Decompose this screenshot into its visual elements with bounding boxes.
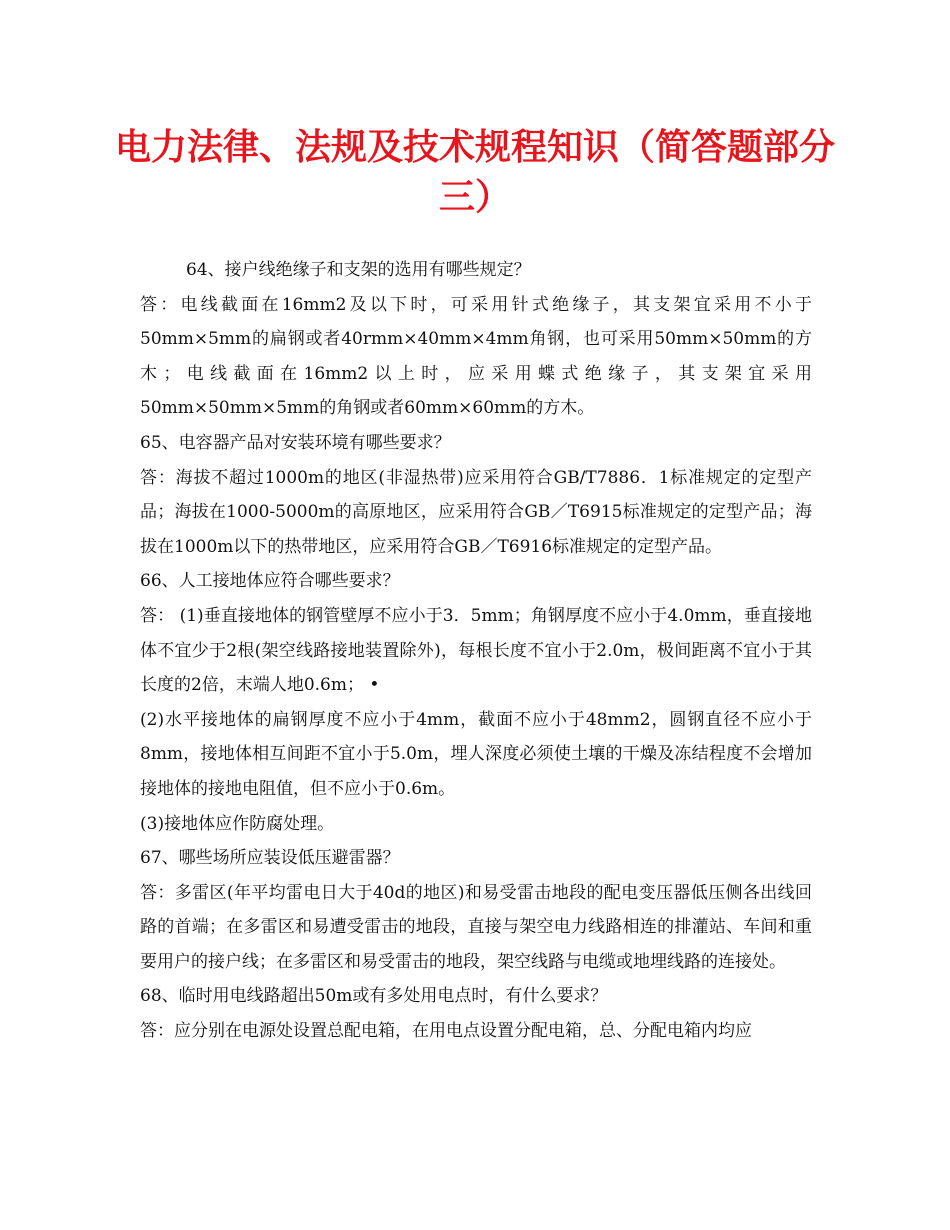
question-65: 65、电容器产品对安装环境有哪些要求？ — [140, 432, 451, 453]
question-66: 66、人工接地体应符合哪些要求？ — [140, 571, 400, 592]
answer-65: 答：海拔不超过1000m的地区(非湿热带)应采用符合GB/T7886．1标准规定的定型产品；海拔在1000-5000m的高原地区，应采用符合GB／T6915标准规定的定型产品；海拔在1000m以下的热带地区，应采用符合GB／T6916标准规定的定型产品。 — [140, 467, 812, 557]
answer-66-part-3: (3)接地体应作防腐处理。 — [140, 813, 335, 834]
question-68: 68、临时用电线路超出50m或有多处用电点时，有什么要求？ — [140, 986, 608, 1007]
question-67: 67、哪些场所应装设低压避雷器？ — [140, 848, 400, 869]
answer-66-part-1: 答： (1)垂直接地体的钢管壁厚不应小于3．5mm；角钢厚度不应小于4.0mm，垂直接地体不宜少于2根(架空线路接地装置除外)，每根长度不宜小于2.0m，极间距离不宜小于其长度的2倍，末端人地0.6m； • — [140, 605, 812, 696]
answer-64: 答：电线截面在16mm2及以下时，可采用针式绝缘子，其支架宜采用不小于50mm×5mm的扁钢或者40rmm×40mm×4mm角钢，也可采用50mm×50mm的方木；电线截面在16mm2以上时，应采用蝶式绝缘子，其支架宜采用50mm×50mm×5mm的角钢或者60mm×60mm的方木。 — [140, 294, 812, 419]
answer-67: 答：多雷区(年平均雷电日大于40d的地区)和易受雷击地段的配电变压器低压侧各出线回路的首端；在多雷区和易遭受雷击的地段，直接与架空电力线路相连的排灌站、车间和重要用户的接户线；在多雷区和易受雷击的地段，架空线路与电缆或地埋线路的连接处。 — [140, 882, 812, 972]
question-64: 64、接户线绝缘子和支架的选用有哪些规定？ — [186, 260, 531, 280]
answer-66-part-2: (2)水平接地体的扁钢厚度不应小于4mm，截面不应小于48mm2，圆钢直径不应小于8mm，接地体相互间距不宜小于5.0m，埋人深度必须使土壤的干燥及冻结程度不会增加接地体的接地电阻值，但不应小于0.6m。 — [140, 709, 812, 799]
document-title: 电力法律、法规及技术规程知识（简答题部分三） — [114, 126, 835, 218]
document-body — [140, 253, 812, 1049]
answer-68: 答：应分别在电源处设置总配电箱，在用电点设置分配电箱，总、分配电箱内均应 — [140, 1021, 752, 1042]
